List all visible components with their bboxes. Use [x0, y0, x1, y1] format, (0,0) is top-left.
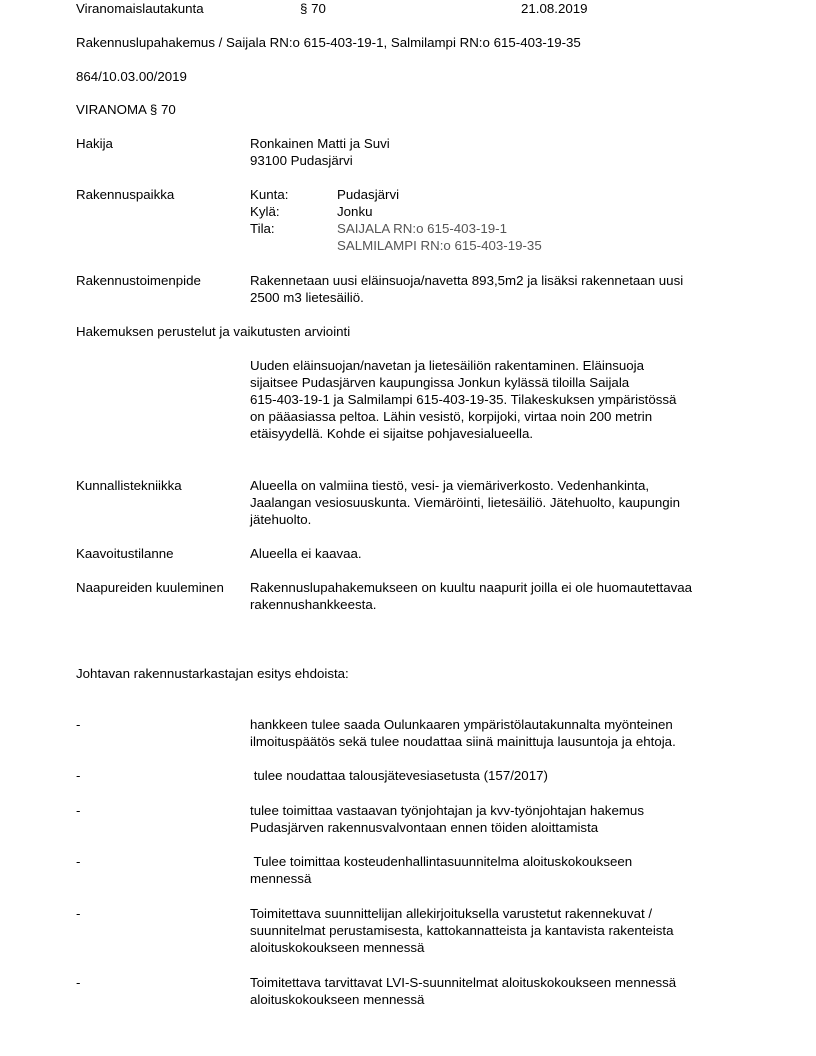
justification-line: 615-403-19-1 ja Salmilampi 615-403-19-35. Tilakeskuksen ympäristössä [250, 392, 677, 407]
condition-line: Toimitettava suunnittelijan allekirjoituksella varustetut rakennekuvat / [250, 906, 653, 921]
site-row-key: Tila: [250, 221, 275, 236]
condition-marker: - [76, 768, 81, 783]
applicant-value [250, 135, 750, 169]
condition-marker: - [76, 803, 81, 818]
site-row-key: Kunta: [250, 187, 289, 202]
building-measure-value [250, 272, 750, 306]
condition-line: mennessä [250, 871, 312, 886]
applicant-line: 93100 Pudasjärvi [250, 153, 353, 168]
site-row-value: SAIJALA RN:o 615-403-19-1 [337, 221, 508, 236]
proposal-heading: Johtavan rakennustarkastajan esitys ehdoista: [76, 666, 349, 681]
municipal-engineering-value [250, 477, 750, 528]
justification-line: on pääasiassa peltoa. Lähin vesistö, korpijoki, virtaa noin 200 metrin [250, 409, 653, 424]
condition-item [250, 974, 750, 1008]
applicant-label: Hakija [76, 136, 113, 151]
header-section: § 70 [300, 1, 326, 16]
condition-marker: - [76, 854, 81, 869]
condition-item [250, 767, 750, 784]
condition-item [250, 802, 750, 836]
site-row-value: Jonku [337, 204, 373, 219]
justification-line: sijaitsee Pudasjärven kaupungissa Jonkun kylässä tiloilla Saijala [250, 375, 630, 390]
condition-line: hankkeen tulee saada Oulunkaaren ympäristölautakunnalta myönteinen [250, 717, 673, 732]
zoning-value [250, 545, 750, 562]
condition-line: aloituskokoukseen mennessä [250, 992, 425, 1007]
neighbours-label: Naapureiden kuuleminen [76, 580, 224, 595]
site-row-value: SALMILAMPI RN:o 615-403-19-35 [337, 238, 542, 253]
header-body: Viranomaislautakunta [76, 1, 204, 16]
municipal-engineering-line: jätehuolto. [250, 512, 312, 527]
site-row-value: Pudasjärvi [337, 187, 400, 202]
subject-title: Rakennuslupahakemus / Saijala RN:o 615-403-19-1, Salmilampi RN:o 615-403-19-35 [76, 35, 581, 50]
building-measure-line: 2500 m3 lietesäiliö. [250, 290, 364, 305]
municipal-engineering-line: Alueella on valmiina tiestö, vesi- ja viemäriverkosto. Vedenhankinta, [250, 478, 650, 493]
condition-line: tulee noudattaa talousjätevesiasetusta (157/2017) [250, 768, 548, 783]
condition-line: Pudasjärven rakennusvalvontaan ennen töiden aloittamista [250, 820, 599, 835]
condition-line: aloituskokoukseen mennessä [250, 940, 425, 955]
building-measure-label: Rakennustoimenpide [76, 273, 201, 288]
condition-line: tulee toimittaa vastaavan työnjohtajan ja kvv-työnjohtajan hakemus [250, 803, 644, 818]
applicant-line: Ronkainen Matti ja Suvi [250, 136, 390, 151]
record-number: 864/10.03.00/2019 [76, 69, 187, 84]
justification-line: etäisyydellä. Kohde ei sijaitse pohjavesialueella. [250, 426, 534, 441]
justification-text [250, 357, 750, 442]
building-measure-line: Rakennetaan uusi eläinsuoja/navetta 893,5m2 ja lisäksi rakennetaan uusi [250, 273, 684, 288]
site-row-key: Kylä: [250, 204, 280, 219]
condition-line: Toimitettava tarvittavat LVI-S-suunnitelmat aloituskokoukseen mennessä [250, 975, 677, 990]
condition-item [250, 716, 750, 750]
zoning-line: Alueella ei kaavaa. [250, 546, 362, 561]
condition-marker: - [76, 906, 81, 921]
condition-line: suunnitelmat perustamisesta, kattokannatteista ja kantavista rakenteista [250, 923, 674, 938]
condition-item [250, 853, 750, 887]
authority-section: VIRANOMA § 70 [76, 102, 176, 117]
municipal-engineering-label: Kunnallistekniikka [76, 478, 182, 493]
neighbours-line: Rakennuslupahakemukseen on kuultu naapurit joilla ei ole huomautettavaa [250, 580, 693, 595]
condition-line: Tulee toimittaa kosteudenhallintasuunnitelma aloituskokoukseen [250, 854, 633, 869]
condition-item [250, 905, 750, 956]
neighbours-value [250, 579, 750, 613]
justification-heading: Hakemuksen perustelut ja vaikutusten arviointi [76, 324, 351, 339]
neighbours-line: rakennushankkeesta. [250, 597, 377, 612]
condition-marker: - [76, 975, 81, 990]
zoning-label: Kaavoitustilanne [76, 546, 174, 561]
justification-line: Uuden eläinsuojan/navetan ja lietesäiliön rakentaminen. Eläinsuoja [250, 358, 644, 373]
header-date: 21.08.2019 [521, 1, 588, 16]
building-site-label: Rakennuspaikka [76, 187, 175, 202]
condition-line: ilmoituspäätös sekä tulee noudattaa siinä mainittuja lausuntoja ja ehtoja. [250, 734, 676, 749]
condition-marker: - [76, 717, 81, 732]
municipal-engineering-line: Jaalangan vesiosuuskunta. Viemäröinti, lietesäiliö. Jätehuolto, kaupungin [250, 495, 680, 510]
